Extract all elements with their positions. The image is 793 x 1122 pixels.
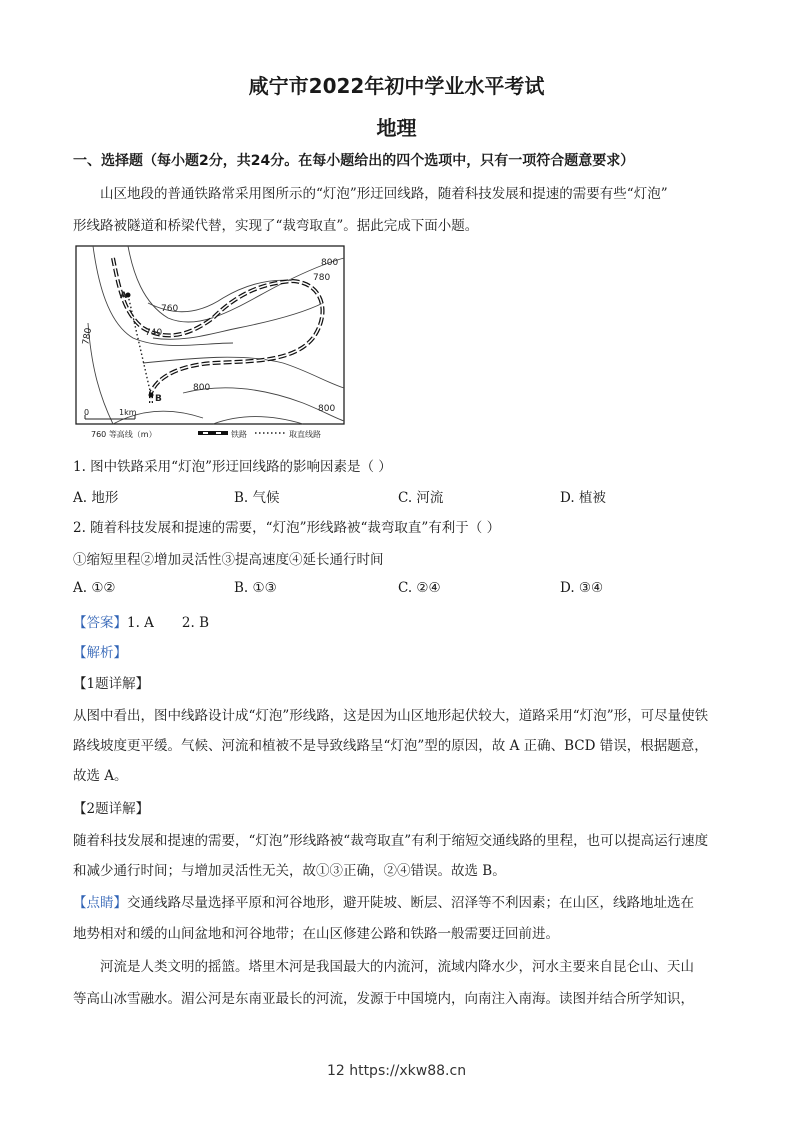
detail2-line1: 随着科技发展和提速的需要，“灯泡”形线路被“裁弯取直”有利于缩短交通线路的里程，也可以提高运行速度 xyxy=(73,833,709,849)
q2-option-d[interactable]: D. ③④ xyxy=(560,580,604,596)
tip-tag: 【点睛】 xyxy=(73,895,127,911)
contour-label: 800 xyxy=(193,383,211,393)
q2-option-a[interactable]: A. ①② xyxy=(73,580,116,596)
passage1-line1: 山区地段的普通铁路常采用图所示的“灯泡”形迂回线路，随着科技发展和提速的需要有些“灯泡” xyxy=(100,186,668,202)
contour-label: 740 xyxy=(145,328,163,338)
scale-zero: 0 xyxy=(84,408,90,417)
subject-title: 地理 xyxy=(376,116,417,140)
tip-line1 xyxy=(73,891,694,911)
answer-1: 1. A xyxy=(127,615,154,631)
tip-text1: 交通线路尽量选择平原和河谷地形，避开陡坡、断层、沼泽等不利因素；在山区，线路地址选在 xyxy=(127,895,694,911)
tip-line2: 地势相对和缓的山间盆地和河谷地带；在山区修建公路和铁路一般需要迂回前进。 xyxy=(73,926,559,942)
contour-label: 780 xyxy=(313,273,331,283)
contour-label: 800 xyxy=(321,258,339,268)
passage2-line1: 河流是人类文明的摇篮。塔里木河是我国最大的内流河，流域内降水少，河水主要来自昆仑山、天山 xyxy=(100,959,694,975)
q1-option-b[interactable]: B. 气候 xyxy=(234,490,280,506)
answer-line xyxy=(73,611,209,631)
legend-railway: 铁路 xyxy=(231,430,247,439)
q1-stem: 1. 图中铁路采用“灯泡”形迂回线路的影响因素是（ ） xyxy=(73,459,392,475)
page-footer: 12 https://xkw88.cn xyxy=(326,1063,467,1079)
legend-straight: 取直线路 xyxy=(289,430,321,439)
q1-option-a[interactable]: A. 地形 xyxy=(73,490,119,506)
detail1-tag: 【1题详解】 xyxy=(73,676,150,692)
q2-option-c[interactable]: C. ②④ xyxy=(398,580,441,596)
detail1-line3: 故选 A。 xyxy=(73,768,128,784)
passage2-line2: 等高山冰雪融水。湄公河是东南亚最长的河流，发源于中国境内，向南注入南海。读图并结合所学知识， xyxy=(73,991,694,1007)
detail1-line2: 路线坡度更平缓。气候、河流和植被不是导致线路呈“灯泡”型的原因，故 A 正确、BCD 错误，根据题意， xyxy=(73,738,708,754)
detail2-tag: 【2题详解】 xyxy=(73,801,150,817)
contour-label: 760 xyxy=(161,304,179,314)
contour-label: 800 xyxy=(318,404,336,414)
detail1-line1: 从图中看出，图中线路设计成“灯泡”形线路，这是因为山区地形起伏较大，道路采用“灯泡”形，可尽量使铁 xyxy=(73,708,709,724)
contour-label: 780 xyxy=(81,327,95,346)
q2-stem: 2. 随着科技发展和提速的需要，“灯泡”形线路被“裁弯取直”有利于（ ） xyxy=(73,520,501,536)
point-b-label: B xyxy=(155,394,162,404)
q1-option-d[interactable]: D. 植被 xyxy=(560,490,606,506)
railway-contour-map xyxy=(73,243,355,441)
answer-tag: 【答案】 xyxy=(73,615,127,631)
analysis-tag: 【解析】 xyxy=(73,645,127,661)
q2-option-b[interactable]: B. ①③ xyxy=(234,580,277,596)
q2-statements: ①缩短里程②增加灵活性③提高速度④延长通行时间 xyxy=(73,552,384,568)
exam-title: 咸宁市2022年初中学业水平考试 xyxy=(248,74,545,98)
legend-contour: 760 等高线（m） xyxy=(91,430,157,439)
scale-unit: 1km xyxy=(119,408,137,417)
detail2-line2: 和减少通行时间；与增加灵活性无关，故①③正确，②④错误。故选 B。 xyxy=(73,863,506,879)
q1-option-c[interactable]: C. 河流 xyxy=(398,490,444,506)
section-heading: 一、选择题（每小题2分，共24分。在每小题给出的四个选项中，只有一项符合题意要求） xyxy=(73,153,635,169)
passage1-line2: 形线路被隧道和桥梁代替，实现了“裁弯取直”。据此完成下面小题。 xyxy=(73,218,479,234)
answer-2: 2. B xyxy=(181,615,210,631)
point-a-label: A xyxy=(120,291,127,301)
